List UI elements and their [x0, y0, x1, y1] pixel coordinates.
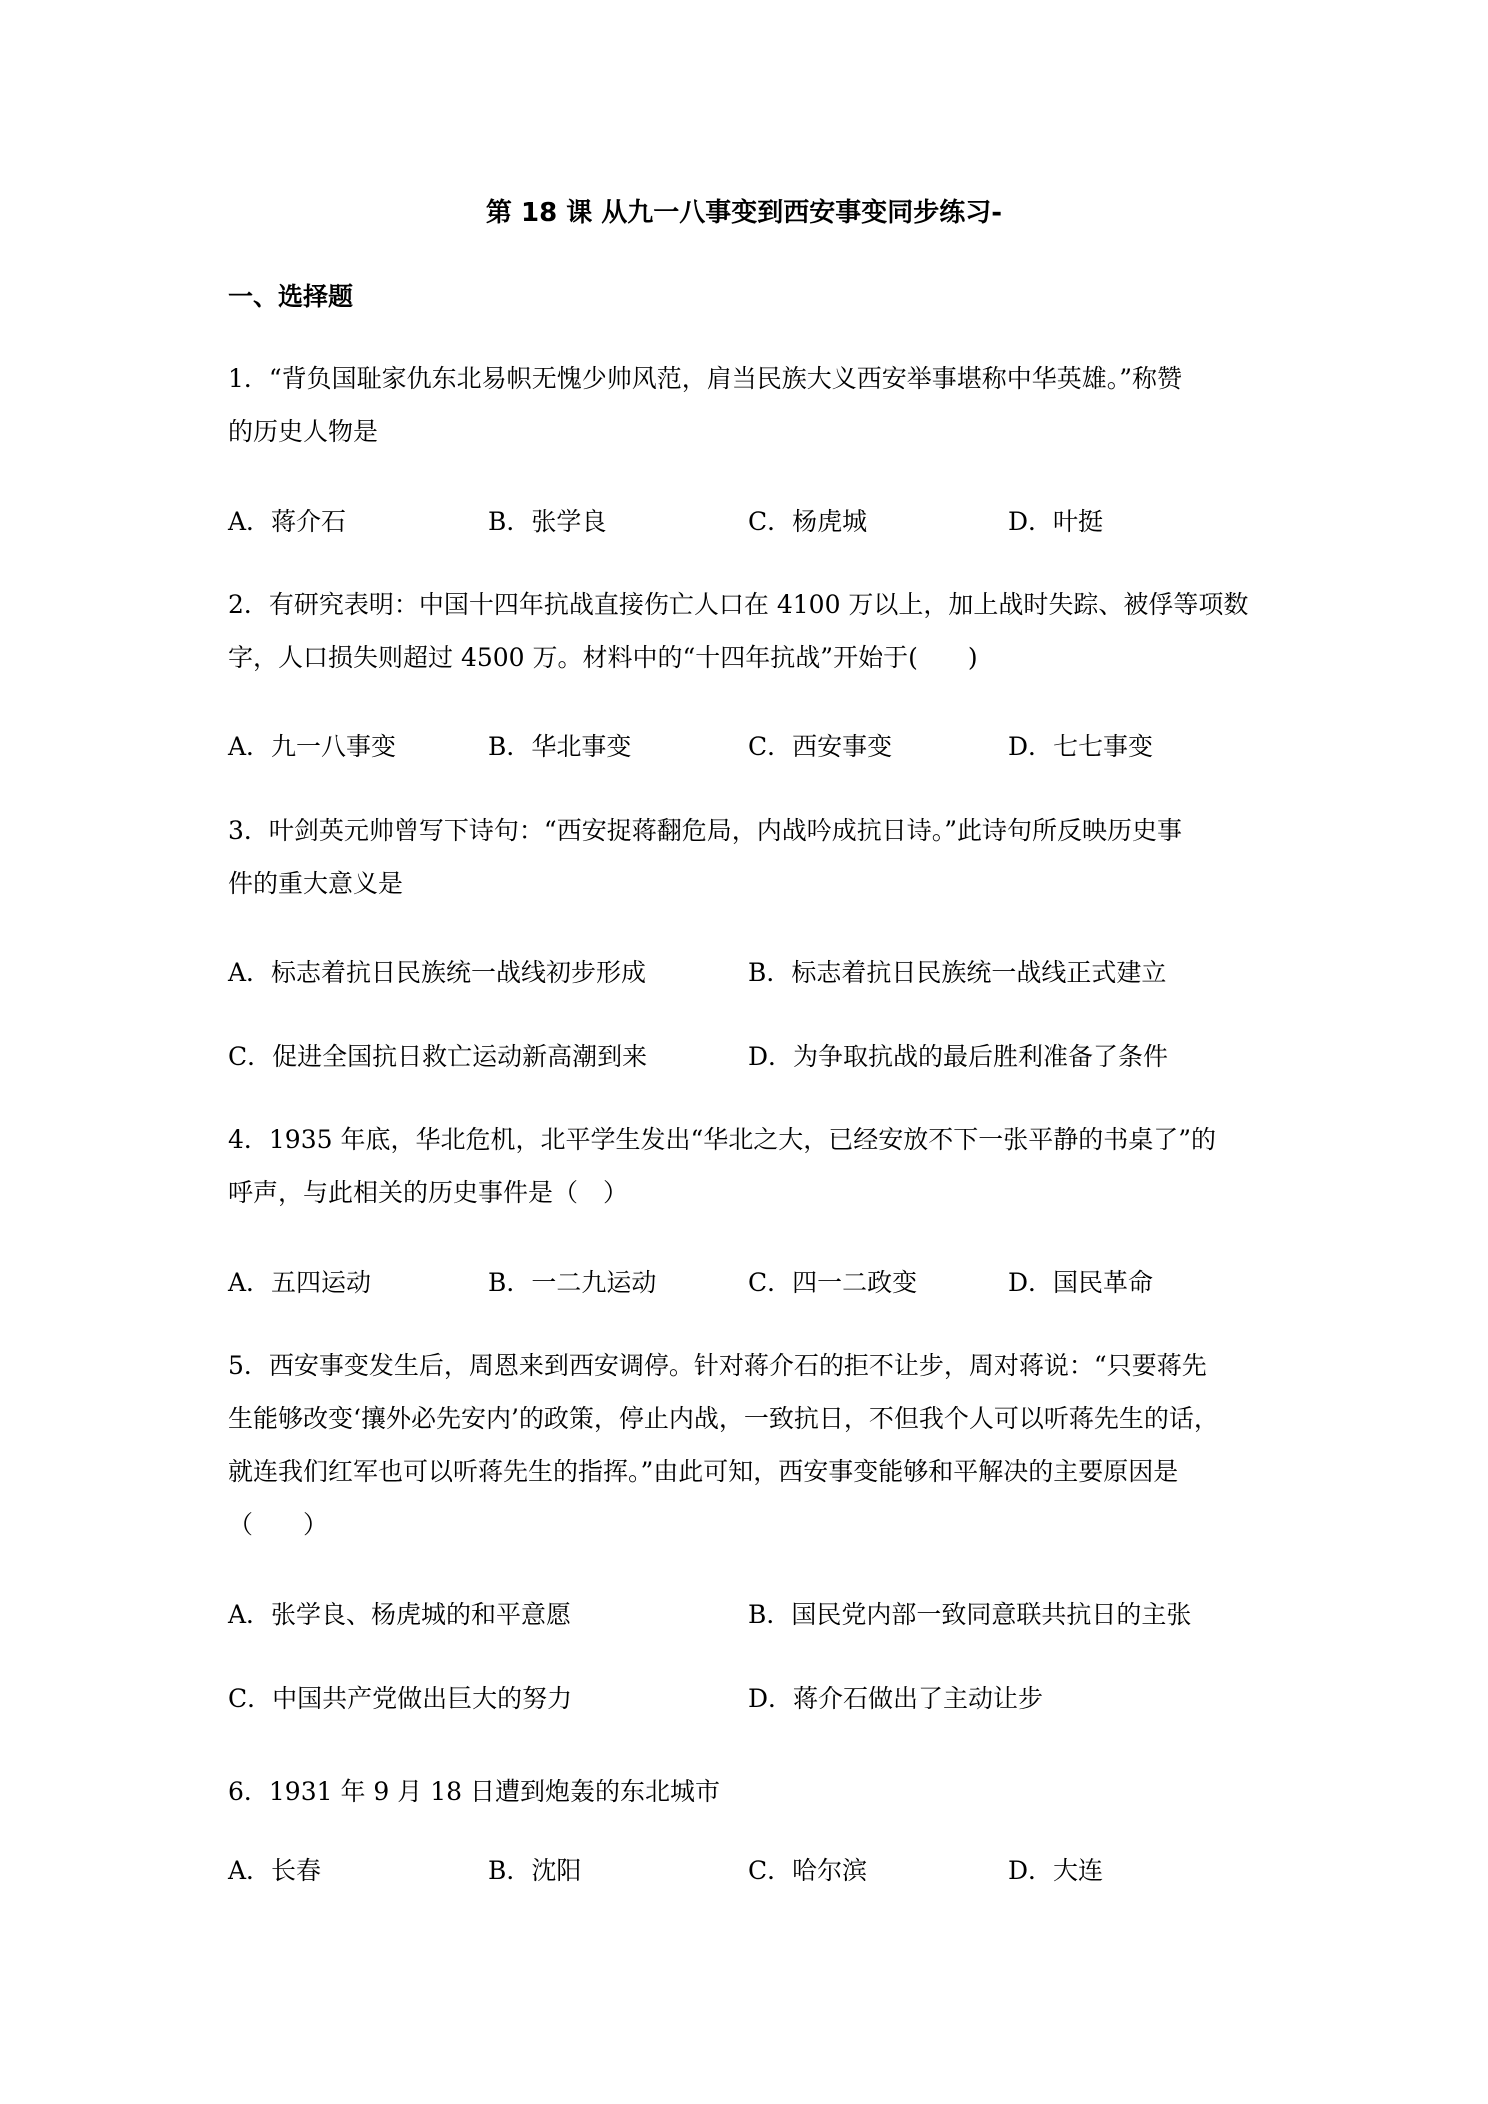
question-text-line: 4．1935 年底，华北危机，北平学生发出“华北之大，已经安放不下一张平静的书桌了”的 [228, 1125, 1217, 1154]
question-text-line: 5．西安事变发生后，周恩来到西安调停。针对蒋介石的拒不让步，周对蒋说：“只要蒋先 [228, 1351, 1207, 1380]
option-b: B．标志着抗日民族统一战线正式建立 [748, 958, 1167, 987]
question-text-line: 的历史人物是 [228, 417, 379, 446]
question-2 [228, 578, 1278, 684]
option-c: C．杨虎城 [748, 507, 868, 536]
option-a: A．长春 [228, 1856, 322, 1885]
question-text-line: 生能够改变‘攘外必先安内’的政策，停止内战，一致抗日，不但我个人可以听蒋先生的话， [228, 1404, 1219, 1433]
question-text-line: 2．有研究表明：中国十四年抗战直接伤亡人口在 4100 万以上，加上战时失踪、被俘等项数 [228, 590, 1249, 619]
question-3-options-row-1 [228, 953, 1278, 993]
option-d: D．蒋介石做出了主动让步 [748, 1684, 1044, 1713]
question-text-line: 1．“背负国耻家仇东北易帜无愧少帅风范，肩当民族大义西安举事堪称中华英雄。”称赞 [228, 364, 1182, 393]
question-text-line: 呼声，与此相关的历史事件是（ ） [228, 1178, 629, 1207]
question-1 [228, 352, 1278, 458]
question-3-options-row-2 [228, 1037, 1278, 1077]
page-title: 第 18 课 从九一八事变到西安事变同步练习- [485, 198, 1003, 228]
option-b: B．沈阳 [488, 1856, 582, 1885]
option-a: A．蒋介石 [228, 507, 347, 536]
option-d: D．大连 [1008, 1856, 1104, 1885]
question-5-options-row-1 [228, 1595, 1278, 1635]
option-c: C．四一二政变 [748, 1268, 918, 1297]
option-b: B．国民党内部一致同意联共抗日的主张 [748, 1600, 1192, 1629]
question-5 [228, 1339, 1278, 1551]
option-b: B．张学良 [488, 507, 607, 536]
option-c: C．促进全国抗日救亡运动新高潮到来 [228, 1042, 648, 1071]
option-d: D．为争取抗战的最后胜利准备了条件 [748, 1042, 1169, 1071]
question-text-line: 6．1931 年 9 月 18 日遭到炮轰的东北城市 [228, 1777, 720, 1806]
question-4 [228, 1113, 1278, 1219]
question-text-line: 件的重大意义是 [228, 869, 404, 898]
question-2-options [228, 727, 1278, 767]
question-6 [228, 1765, 1278, 1818]
option-c: C．中国共产党做出巨大的努力 [228, 1684, 573, 1713]
question-4-options [228, 1263, 1278, 1303]
section-heading: 一、选择题 [228, 282, 354, 311]
option-a: A．标志着抗日民族统一战线初步形成 [228, 958, 647, 987]
option-c: C．哈尔滨 [748, 1856, 868, 1885]
option-b: B．华北事变 [488, 732, 632, 761]
option-d: D．叶挺 [1008, 507, 1104, 536]
option-b: B．一二九运动 [488, 1268, 657, 1297]
question-text-line: 就连我们红军也可以听蒋先生的指挥。”由此可知，西安事变能够和平解决的主要原因是 [228, 1457, 1179, 1486]
option-d: D．七七事变 [1008, 732, 1154, 761]
option-a: A．张学良、杨虎城的和平意愿 [228, 1600, 572, 1629]
option-c: C．西安事变 [748, 732, 893, 761]
question-6-options [228, 1851, 1278, 1891]
question-3 [228, 804, 1278, 910]
question-1-options [228, 502, 1278, 542]
question-text-line: 3．叶剑英元帅曾写下诗句：“西安捉蒋翻危局，内战吟成抗日诗。”此诗句所反映历史事 [228, 816, 1182, 845]
option-a: A．五四运动 [228, 1268, 372, 1297]
question-5-options-row-2 [228, 1679, 1278, 1719]
option-a: A．九一八事变 [228, 732, 397, 761]
question-text-line: 字，人口损失则超过 4500 万。材料中的“十四年抗战”开始于( ) [228, 643, 978, 672]
question-text-line: （ ） [228, 1510, 329, 1539]
option-d: D．国民革命 [1008, 1268, 1154, 1297]
